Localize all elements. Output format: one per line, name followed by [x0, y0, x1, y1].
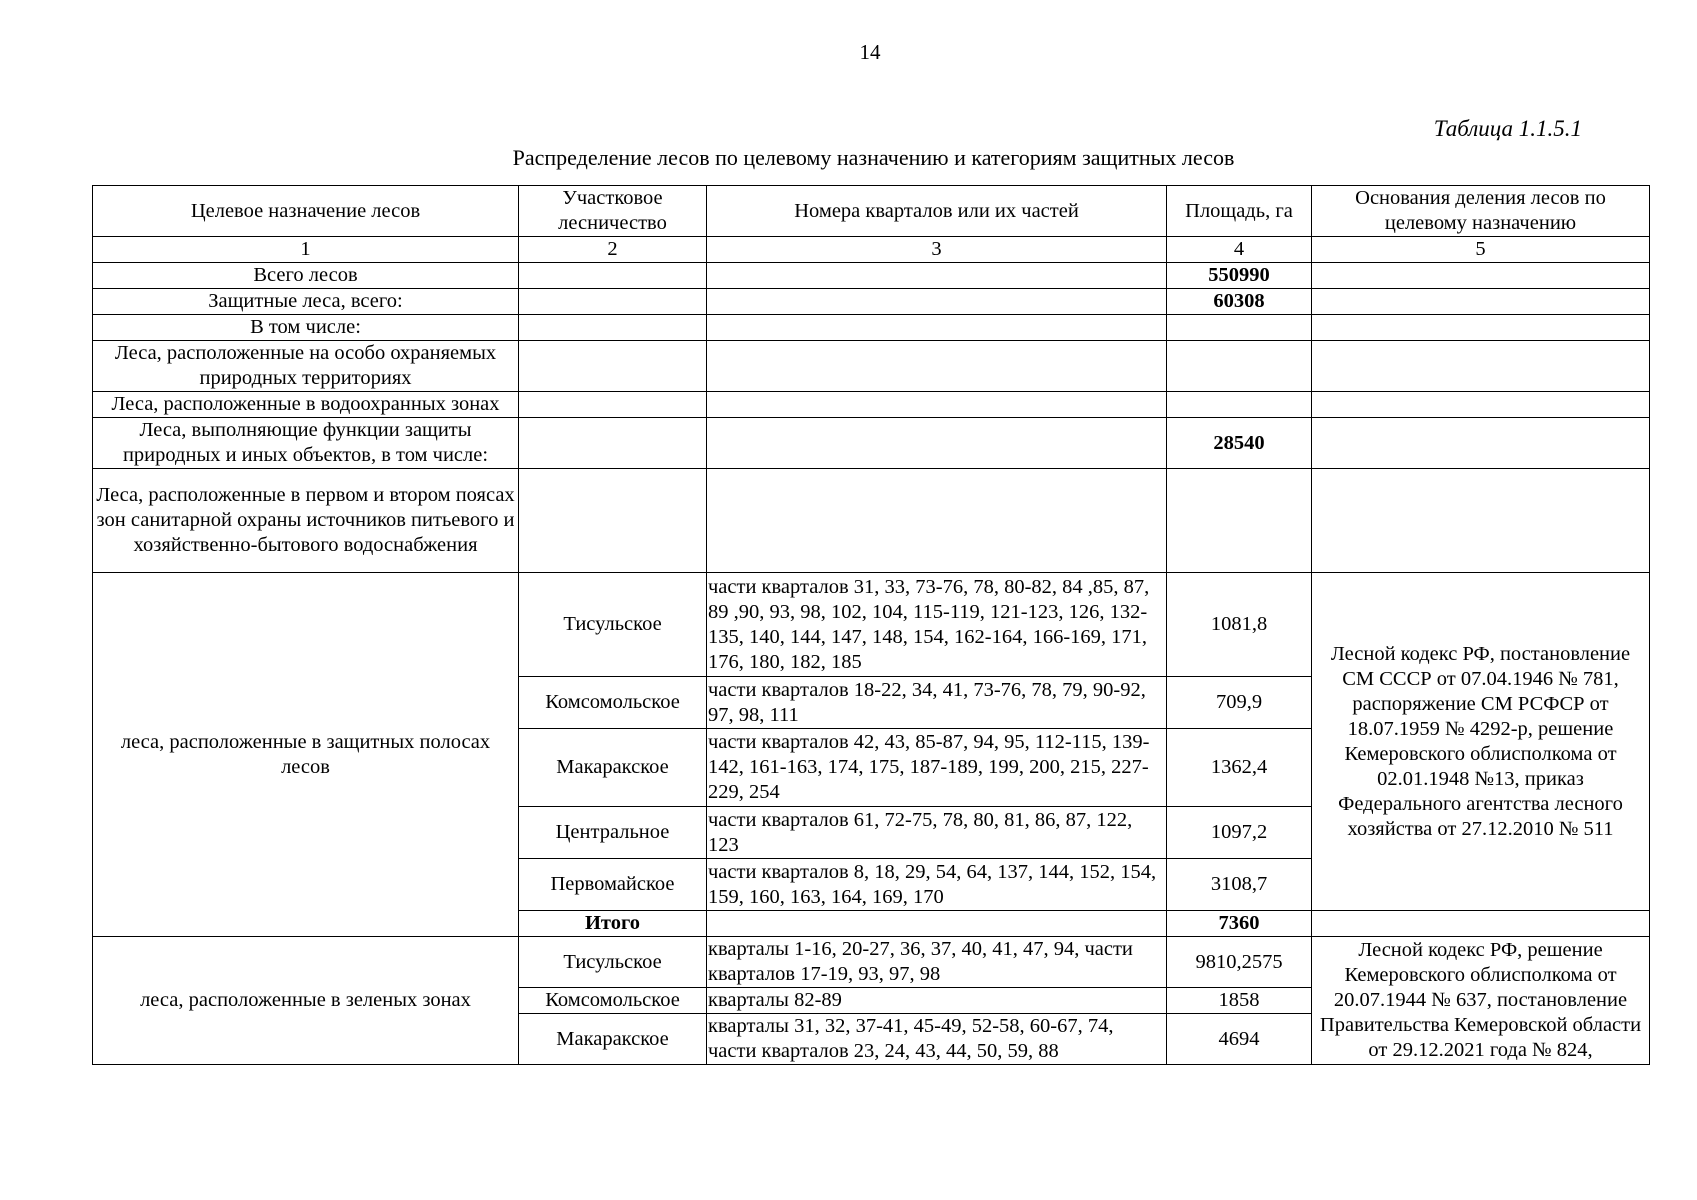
row-label: Леса, выполняющие функции защиты природных и иных объектов, в том числе: — [93, 418, 519, 469]
row-protected-areas — [93, 341, 1650, 392]
cell-empty — [707, 289, 1167, 315]
strips-basis: Лесной кодекс РФ, постановление СМ СССР от 07.04.1946 № 781, распоряжение СМ РСФСР от 18.07.1959 № 4292-р, решение Кемеровского облисполкома от 02.01.1948 №13, приказ Федерального агентства лесного хозяйства от 27.12.2010 № 511 — [1312, 573, 1650, 911]
area-value: 28540 — [1167, 418, 1312, 469]
row-water-protection — [93, 392, 1650, 418]
green-basis: Лесной кодекс РФ, решение Кемеровского облисполкома от 20.07.1944 № 637, постановление Правительства Кемеровской области от 29.12.2021 года № 824, — [1312, 937, 1650, 1065]
table-title: Распределение лесов по целевому назначению и категориям защитных лесов — [512, 145, 1235, 170]
cell-empty — [707, 315, 1167, 341]
area-value: 550990 — [1167, 263, 1312, 289]
row-label: Леса, расположенные на особо охраняемых природных территориях — [93, 341, 519, 392]
total-label: Итого — [519, 911, 707, 937]
cell-empty — [519, 469, 707, 573]
header-forestry: Участковое лесничество — [519, 186, 707, 237]
header-area: Площадь, га — [1167, 186, 1312, 237]
quarters-list: части кварталов 18-22, 34, 41, 73-76, 78, 79, 90-92, 97, 98, 111 — [707, 677, 1167, 729]
cell-empty — [707, 392, 1167, 418]
cell-empty — [1312, 341, 1650, 392]
row-label: Леса, расположенные в первом и втором поясах зон санитарной охраны источников питьевого и хозяйственно-бытового водоснабжения — [93, 469, 519, 573]
cell-empty — [707, 469, 1167, 573]
area-value: 1362,4 — [1167, 729, 1312, 807]
cell-empty — [519, 289, 707, 315]
quarters-list: части кварталов 42, 43, 85-87, 94, 95, 112-115, 139-142, 161-163, 174, 175, 187-189, 199, 200, 215, 227-229, 254 — [707, 729, 1167, 807]
row-including — [93, 315, 1650, 341]
green-category: леса, расположенные в зеленых зонах — [93, 937, 519, 1065]
cell-empty — [519, 418, 707, 469]
forestry-name: Тисульское — [519, 937, 707, 988]
forestry-name: Первомайское — [519, 859, 707, 911]
cell-empty — [1312, 469, 1650, 573]
forest-distribution-table — [92, 185, 1650, 1065]
row-label: Леса, расположенные в водоохранных зонах — [93, 392, 519, 418]
cell-empty — [519, 263, 707, 289]
forestry-name: Комсомольское — [519, 988, 707, 1014]
cell-empty — [1167, 341, 1312, 392]
area-value: 60308 — [1167, 289, 1312, 315]
area-value: 3108,7 — [1167, 859, 1312, 911]
row-label: В том числе: — [93, 315, 519, 341]
area-value: 709,9 — [1167, 677, 1312, 729]
cell-empty — [519, 341, 707, 392]
quarters-list: кварталы 82-89 — [707, 988, 1167, 1014]
area-value: 1858 — [1167, 988, 1312, 1014]
cell-empty — [707, 263, 1167, 289]
row-sanitary-zones — [93, 469, 1650, 573]
cell-empty — [519, 315, 707, 341]
cell-empty — [707, 341, 1167, 392]
forestry-name: Макаракское — [519, 1014, 707, 1065]
row-label: Защитные леса, всего: — [93, 289, 519, 315]
cell-empty — [1167, 392, 1312, 418]
cell-empty — [1312, 263, 1650, 289]
cell-empty — [1312, 289, 1650, 315]
column-number: 4 — [1167, 237, 1312, 263]
row-protective-forests — [93, 289, 1650, 315]
column-number-row — [93, 237, 1650, 263]
quarters-list: части кварталов 61, 72-75, 78, 80, 81, 86, 87, 122, 123 — [707, 807, 1167, 859]
area-value: 1097,2 — [1167, 807, 1312, 859]
quarters-list: части кварталов 31, 33, 73-76, 78, 80-82, 84 ,85, 87, 89 ,90, 93, 98, 102, 104, 115-119, 121-123, 126, 132-135, 140, 144, 147, 148, 154, 162-164, 166-169, 171, 176, 180, 182, 185 — [707, 573, 1167, 677]
cell-empty — [1167, 315, 1312, 341]
forestry-name: Тисульское — [519, 573, 707, 677]
row-protection-functions — [93, 418, 1650, 469]
cell-empty — [707, 911, 1167, 937]
row-label: Всего лесов — [93, 263, 519, 289]
forestry-name: Центральное — [519, 807, 707, 859]
cell-empty — [1312, 392, 1650, 418]
header-row — [93, 186, 1650, 237]
area-value: 1081,8 — [1167, 573, 1312, 677]
area-value: 4694 — [1167, 1014, 1312, 1065]
forestry-name: Комсомольское — [519, 677, 707, 729]
quarters-list: кварталы 1-16, 20-27, 36, 37, 40, 41, 47, 94, части кварталов 17-19, 93, 97, 98 — [707, 937, 1167, 988]
table-row — [93, 937, 1650, 988]
cell-empty — [1167, 469, 1312, 573]
quarters-list: части кварталов 8, 18, 29, 54, 64, 137, 144, 152, 154, 159, 160, 163, 164, 169, 170 — [707, 859, 1167, 911]
area-value: 7360 — [1167, 911, 1312, 937]
cell-empty — [707, 418, 1167, 469]
table-row — [93, 573, 1650, 677]
column-number: 3 — [707, 237, 1167, 263]
cell-empty — [519, 392, 707, 418]
page-number: 14 — [859, 40, 881, 64]
table-label: Таблица 1.1.5.1 — [1433, 116, 1582, 141]
cell-empty — [1312, 911, 1650, 937]
column-number: 5 — [1312, 237, 1650, 263]
strips-category: леса, расположенные в защитных полосах лесов — [93, 573, 519, 937]
row-total-forests — [93, 263, 1650, 289]
cell-empty — [1312, 418, 1650, 469]
header-basis: Основания деления лесов по целевому назначению — [1312, 186, 1650, 237]
header-quarters: Номера кварталов или их частей — [707, 186, 1167, 237]
header-purpose: Целевое назначение лесов — [93, 186, 519, 237]
column-number: 2 — [519, 237, 707, 263]
quarters-list: кварталы 31, 32, 37-41, 45-49, 52-58, 60-67, 74, части кварталов 23, 24, 43, 44, 50, 59, 88 — [707, 1014, 1167, 1065]
column-number: 1 — [93, 237, 519, 263]
cell-empty — [1312, 315, 1650, 341]
forestry-name: Макаракское — [519, 729, 707, 807]
area-value: 9810,2575 — [1167, 937, 1312, 988]
